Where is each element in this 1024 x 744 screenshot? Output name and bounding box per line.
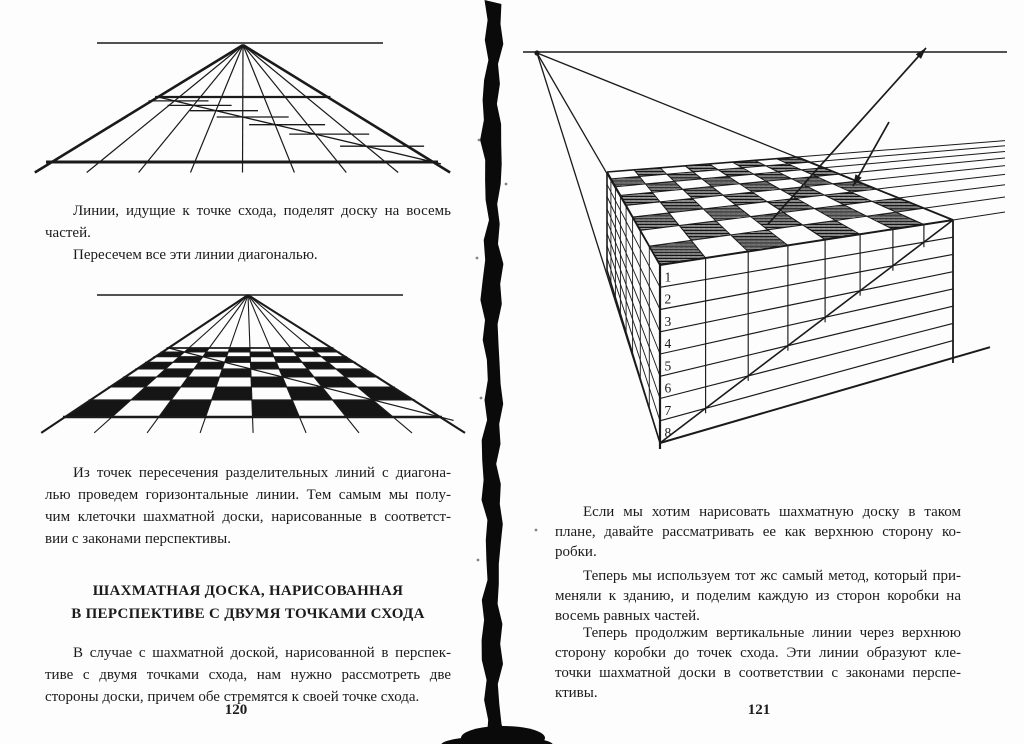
text-line: сторону коробки до точек схода. Эти линии образуют кле- — [555, 645, 961, 661]
text-line: В случае с шахматной доской, нарисованной в перспек- — [73, 645, 451, 661]
paragraph-divide-into-eight — [555, 566, 961, 626]
paragraph-lines-to-vanishing-point — [45, 200, 451, 244]
text-line: восемь равных частей. — [555, 608, 700, 624]
book-gutter — [441, 0, 553, 744]
paragraph-two-point-case — [45, 642, 451, 708]
text-line: ктивы. — [555, 685, 598, 701]
paragraph-continue-verticals — [555, 623, 961, 703]
box-face-number: 6 — [664, 380, 672, 396]
heading-line-2: В ПЕРСПЕКТИВЕ С ДВУМЯ ТОЧКАМИ СХОДА — [71, 606, 425, 622]
box-face-number: 4 — [664, 336, 672, 351]
text-line: меняли к зданию, и поделим каждую из сторон коробки на — [555, 588, 961, 604]
text-line: робки. — [555, 544, 597, 560]
paragraph-intersection-points — [45, 462, 451, 550]
text-line: стороны доски, причем обе стремятся к своей точке схода. — [45, 689, 420, 705]
box-face-number: 8 — [664, 425, 672, 440]
text-line: Линии, идущие к точке схода, поделят доску на восемь — [73, 203, 451, 219]
text-line: Теперь продолжим вертикальные линии через верхнюю — [583, 625, 961, 641]
text-line: Если мы хотим нарисовать шахматную доску в таком — [583, 504, 961, 520]
box-face-number: 1 — [664, 269, 672, 285]
text-line: лью проведем горизонтальные линии. Тем самым мы полу- — [45, 487, 451, 503]
text-line: частей. — [45, 225, 91, 241]
paragraph-cross-with-diagonal — [45, 244, 451, 266]
box-face-number: 3 — [664, 313, 672, 329]
page-number-right: 121 — [747, 702, 771, 718]
paragraph-box-top-side — [555, 502, 961, 562]
figure-one-point-checkerboard — [41, 295, 465, 433]
box-face-number: 5 — [664, 358, 672, 374]
figure-two-point-box — [523, 48, 1007, 449]
section-heading — [45, 580, 451, 626]
box-face-number: 2 — [664, 291, 672, 307]
box-face-number: 7 — [664, 402, 672, 418]
heading-line-1: ШАХМАТНАЯ ДОСКА, НАРИСОВАННАЯ — [92, 583, 404, 599]
page-number-left: 120 — [224, 702, 248, 718]
text-line: Теперь мы используем тот жс самый метод, который при- — [583, 568, 961, 584]
text-line: чим клеточки шахматной доски, нарисованные в соответст- — [45, 509, 451, 525]
text-line: вии с законами перспективы. — [45, 531, 231, 547]
text-line: точки шахматной доски в соответствии с законами перспе- — [555, 665, 961, 681]
text-line: плане, давайте рассматривать ее как верхнюю сторону ко- — [555, 524, 961, 540]
figure-one-point-construction — [35, 43, 450, 173]
text-line: Из точек пересечения разделительных линий с диагона- — [73, 465, 451, 481]
text-line: тиве с двумя точками схода, нам нужно рассмотреть две — [45, 667, 451, 683]
text-line: Пересечем все эти линии диагональю. — [73, 247, 318, 263]
